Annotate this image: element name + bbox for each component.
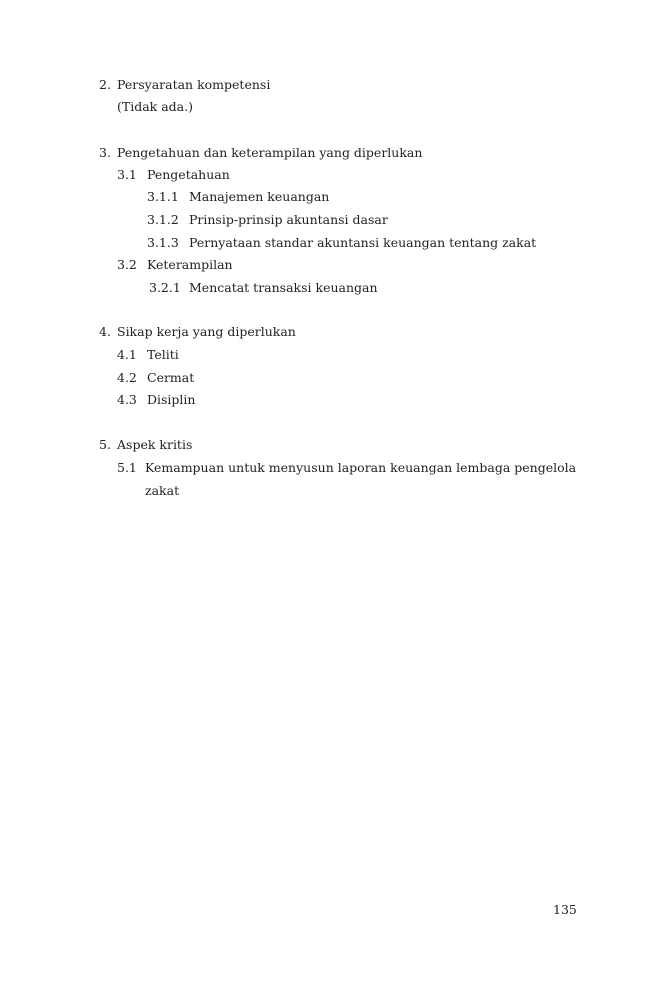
list-item-text: Mencatat transaksi keuangan [189, 280, 378, 295]
list-number: 5. [99, 437, 111, 452]
list-number: 3.2 [117, 257, 137, 272]
list-number: 2. [99, 77, 111, 92]
page-number: 135 [553, 902, 577, 917]
list-item-text: Prinsip-prinsip akuntansi dasar [189, 212, 388, 227]
list-item-text: Keterampilan [147, 257, 233, 272]
list-number: 4.1 [117, 347, 137, 362]
list-item-text: (Tidak ada.) [117, 99, 193, 114]
list-item-text: Persyaratan kompetensi [117, 77, 271, 92]
list-item-text: Kemampuan untuk menyusun laporan keuangan lembaga pengelola [145, 460, 577, 475]
list-item-text: Pernyataan standar akuntansi keuangan tentang zakat [189, 235, 537, 250]
list-number: 3.1.2 [147, 212, 179, 227]
list-item-text: Cermat [147, 370, 195, 385]
list-number: 4.3 [117, 392, 137, 407]
list-item-text: Pengetahuan [147, 167, 230, 182]
list-number: 3. [99, 145, 111, 160]
list-item-text: Teliti [147, 347, 179, 362]
list-item-text: Disiplin [147, 392, 196, 407]
list-number: 4.2 [117, 370, 137, 385]
list-number: 3.2.1 [149, 280, 181, 295]
list-number: 3.1.3 [147, 235, 179, 250]
list-number: 5.1 [117, 460, 137, 475]
list-item-text: Aspek kritis [117, 437, 193, 452]
list-item-text: Manajemen keuangan [189, 189, 330, 204]
list-item-text: Pengetahuan dan keterampilan yang diperlukan [117, 145, 423, 160]
list-number: 3.1 [117, 167, 137, 182]
list-number: 4. [99, 324, 111, 339]
list-number: 3.1.1 [147, 189, 179, 204]
list-item-text: Sikap kerja yang diperlukan [117, 324, 296, 339]
list-item-text: zakat [145, 483, 180, 498]
